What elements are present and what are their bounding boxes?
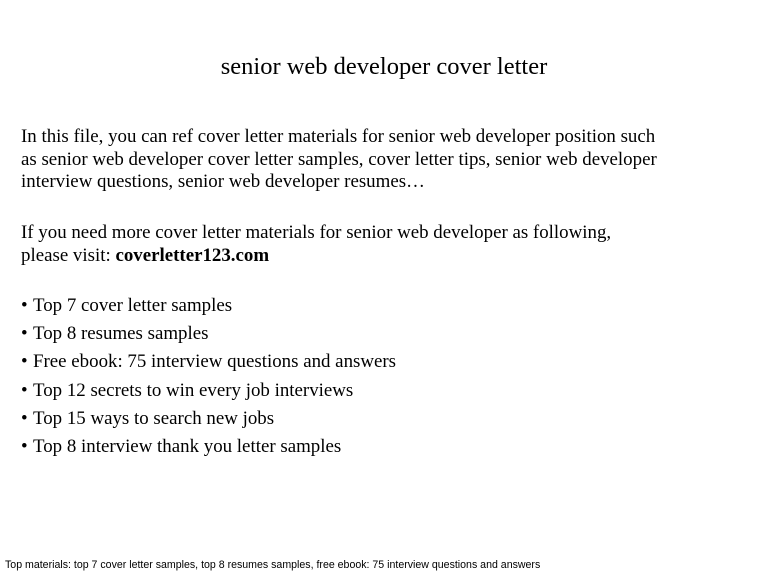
- list-item-label: Top 15 ways to search new jobs: [33, 407, 275, 429]
- visit-line: [21, 245, 761, 268]
- footer-text: Top materials: top 7 cover letter samples, top 8 resumes samples, free ebook: 75 interview questions and answers: [5, 559, 541, 571]
- list-item[interactable]: [21, 320, 396, 348]
- list-item[interactable]: [21, 348, 396, 376]
- bullet-icon: •: [21, 295, 28, 316]
- materials-list: [21, 292, 396, 461]
- intro-line: as senior web developer cover letter samples, cover letter tips, senior web developer: [21, 148, 657, 170]
- more-info-paragraph: [21, 222, 761, 267]
- bullet-icon: •: [21, 323, 28, 345]
- list-item[interactable]: [21, 377, 396, 405]
- list-item-label: Top 12 secrets to win every job interviews: [33, 379, 354, 401]
- more-info-line: If you need more cover letter materials for senior web developer as following,: [21, 222, 612, 243]
- intro-line: interview questions, senior web developer resumes…: [21, 171, 425, 192]
- bullet-icon: •: [21, 436, 28, 458]
- list-item[interactable]: [21, 433, 396, 461]
- list-item[interactable]: [21, 405, 396, 433]
- list-item-label: Top 7 cover letter samples: [33, 295, 233, 316]
- visit-prefix: please visit:: [21, 244, 116, 266]
- intro-line: In this file, you can ref cover letter materials for senior web developer position such: [21, 126, 656, 147]
- list-item-label: Free ebook: 75 interview questions and answers: [33, 351, 397, 373]
- list-item[interactable]: [21, 292, 396, 320]
- page-title: senior web developer cover letter: [220, 53, 548, 80]
- bullet-icon: •: [21, 407, 28, 429]
- footer-bar: [0, 556, 768, 576]
- intro-paragraph: [21, 126, 761, 194]
- list-item-label: Top 8 resumes samples: [33, 323, 209, 345]
- bullet-icon: •: [21, 351, 28, 373]
- website-link[interactable]: coverletter123.com: [115, 244, 270, 266]
- list-item-label: Top 8 interview thank you letter samples: [33, 436, 342, 458]
- bullet-icon: •: [21, 379, 28, 401]
